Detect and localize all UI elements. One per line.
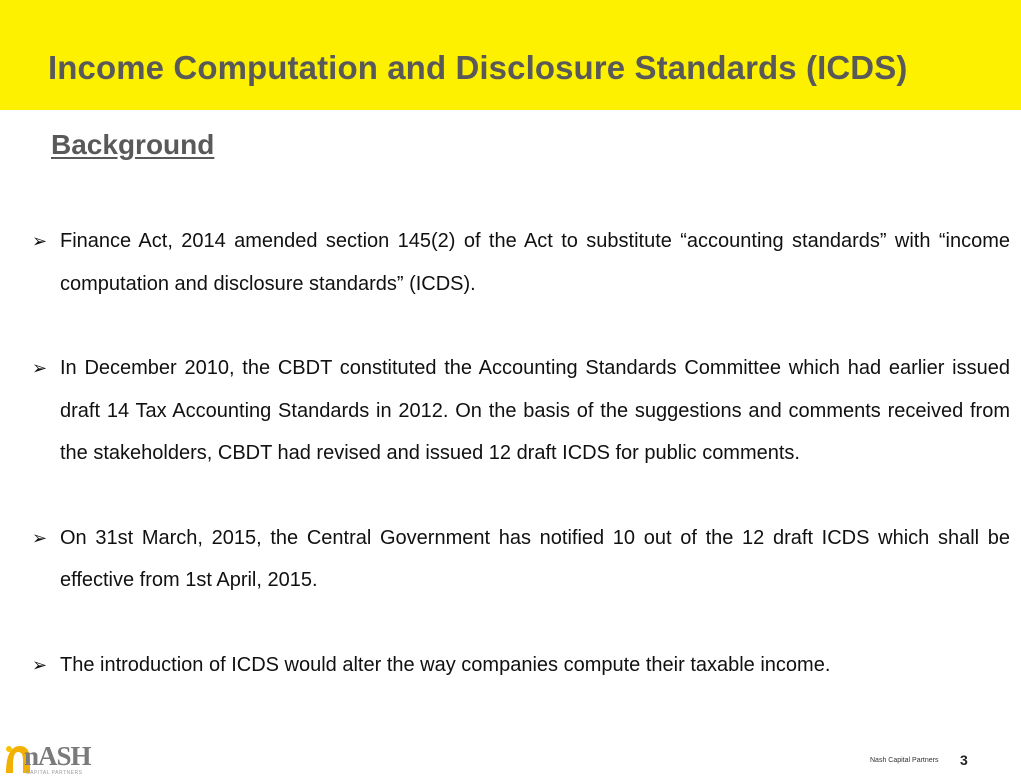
footer-company-name: Nash Capital Partners [870, 757, 939, 764]
nash-logo [2, 741, 91, 779]
page-number: 3 [960, 752, 968, 768]
logo-wordmark: nASH [24, 741, 91, 771]
arrow-bullet-icon: ➢ [32, 231, 48, 251]
bullet-text: In December 2010, the CBDT constituted the Accounting Standards Committee which had earlier issued draft 14 Tax Accounting Standards in 2012. On the basis of the suggestions and comments received from the stakeholders, CBDT had revised and issued 12 draft ICDS for public comments. [60, 357, 1010, 464]
arrow-bullet-icon: ➢ [32, 358, 48, 378]
slide-title: Income Computation and Disclosure Standards (ICDS) [48, 49, 908, 86]
arrow-bullet-icon: ➢ [32, 527, 48, 548]
logo-tagline: CAPITAL PARTNERS [26, 770, 83, 776]
bullet-list [32, 220, 1010, 686]
bullet-text: The introduction of ICDS would alter the way companies compute their taxable income. [60, 653, 831, 676]
bullet-item [32, 517, 1010, 602]
bullet-text: Finance Act, 2014 amended section 145(2) of the Act to substitute “accounting standards” with “income computation and disclosure standards” (ICDS). [60, 230, 1010, 295]
bullet-item [32, 220, 1010, 305]
arrow-bullet-icon: ➢ [32, 654, 48, 675]
section-heading: Background [51, 129, 215, 160]
bullet-item [32, 644, 1010, 687]
bullet-text: On 31st March, 2015, the Central Government has notified 10 out of the 12 draft ICDS which shall be effective from 1st April, 2015. [60, 526, 1010, 591]
bullet-item [32, 347, 1010, 475]
